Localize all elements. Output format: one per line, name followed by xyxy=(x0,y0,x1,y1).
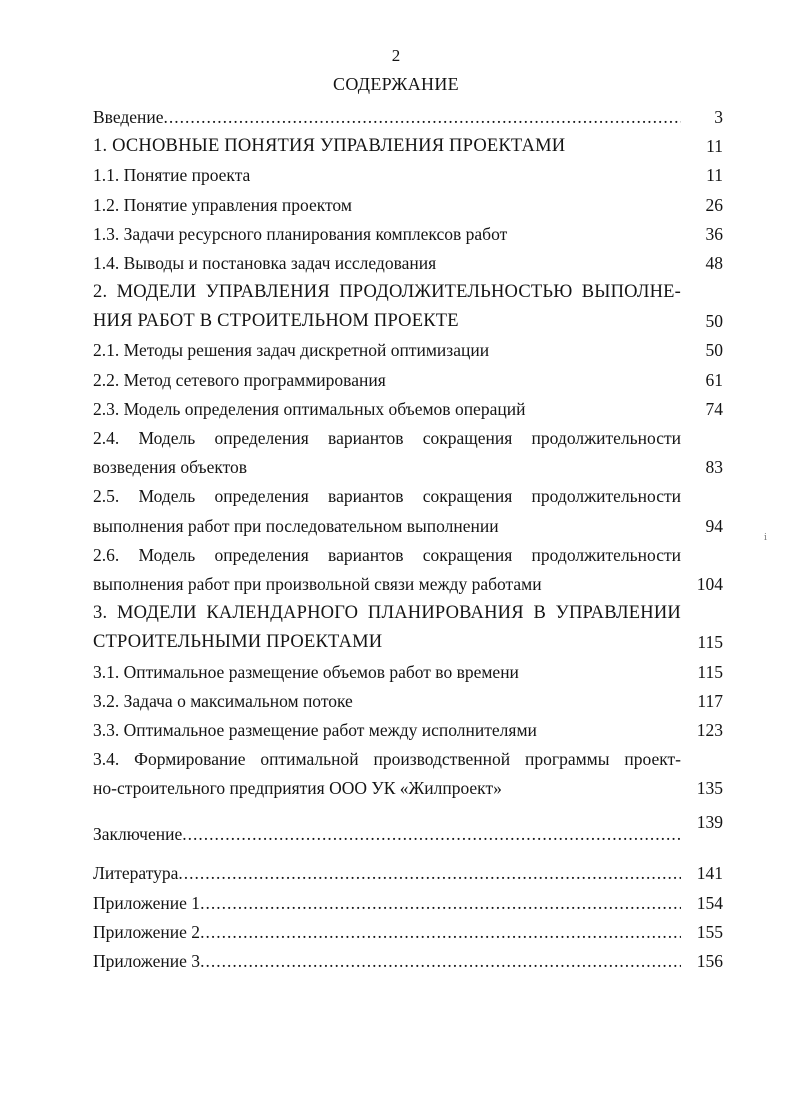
toc-chapter-2-line-2[interactable] xyxy=(93,307,723,336)
dot-leader xyxy=(178,859,681,888)
toc-entry-page: 117 xyxy=(697,690,723,711)
toc-entry-literature[interactable] xyxy=(93,860,723,889)
toc-entry-label: 2.2. Метод сетевого программирования xyxy=(93,369,386,390)
toc-entry-page: 11 xyxy=(706,165,723,186)
toc-entry-2-6-line-1[interactable] xyxy=(93,541,723,570)
toc-entry-page: 156 xyxy=(696,951,723,972)
toc-entry-appendix-2[interactable] xyxy=(93,918,723,947)
dot-leader xyxy=(164,103,681,132)
toc-entry-2-6-line-2[interactable] xyxy=(93,570,723,599)
toc-entry-label: 2.1. Методы решения задач дискретной оптимизации xyxy=(93,340,490,361)
toc-entry-label: 1.2. Понятие управления проектом xyxy=(93,194,352,215)
toc-entry-label: но-строительного предприятия ООО УК «Жилпроект» xyxy=(93,778,502,799)
toc-entry-page: 123 xyxy=(696,719,723,740)
toc-entry-label: СТРОИТЕЛЬНЫМИ ПРОЕКТАМИ xyxy=(93,632,383,653)
toc-entry-label: 3.3. Оптимальное размещение работ между исполнителями xyxy=(93,719,537,740)
toc-entry-1-1[interactable] xyxy=(93,161,723,190)
toc-entry-3-1[interactable] xyxy=(93,658,723,687)
dot-leader xyxy=(182,820,681,849)
toc-entry-2-5-line-1[interactable] xyxy=(93,482,723,511)
toc-entry-label: Заключение xyxy=(93,823,183,844)
toc-chapter-2-line-1[interactable] xyxy=(93,278,723,307)
dot-leader xyxy=(200,947,681,976)
toc-chapter-1[interactable] xyxy=(93,132,723,161)
toc-entry-2-4-line-1[interactable] xyxy=(93,424,723,453)
toc-entry-page: 115 xyxy=(697,632,723,653)
toc-entry-page: 74 xyxy=(705,398,723,419)
toc-entry-label: 3.1. Оптимальное размещение объемов работ во времени xyxy=(93,661,519,682)
toc-entry-label: Введение xyxy=(93,106,164,127)
toc-entry-3-3[interactable] xyxy=(93,716,723,745)
toc-entry-label: 2.6. Модель определения вариантов сокращения продолжительности xyxy=(93,544,681,565)
toc-entry-label: 1.3. Задачи ресурсного планирования комплексов работ xyxy=(93,223,508,244)
toc-entry-label: 2. МОДЕЛИ УПРАВЛЕНИЯ ПРОДОЛЖИТЕЛЬНОСТЬЮ ВЫПОЛНЕ- xyxy=(93,282,681,303)
toc-entry-page: 50 xyxy=(705,311,723,332)
toc-entry-label: выполнения работ при последовательном выполнении xyxy=(93,515,499,536)
toc-entry-page: 3 xyxy=(714,106,723,127)
toc-entry-label: Литература xyxy=(93,863,179,884)
toc-entry-page: 104 xyxy=(696,573,723,594)
toc-entry-label: 2.4. Модель определения вариантов сокращения продолжительности xyxy=(93,428,681,449)
toc-entry-page: 11 xyxy=(706,136,723,157)
toc-entry-conclusion[interactable] xyxy=(93,808,723,852)
toc-entry-2-2[interactable] xyxy=(93,366,723,395)
toc-entry-label: 3.4. Формирование оптимальной производственной программы проект- xyxy=(93,749,681,770)
toc-entry-label: Приложение 3 xyxy=(93,951,201,972)
toc-entry-page: 115 xyxy=(697,661,723,682)
table-of-contents xyxy=(93,103,723,976)
toc-entry-page: 36 xyxy=(705,223,723,244)
toc-entry-2-1[interactable] xyxy=(93,337,723,366)
toc-entry-1-4[interactable] xyxy=(93,249,723,278)
toc-entry-label: 3.2. Задача о максимальном потоке xyxy=(93,690,353,711)
toc-entry-page: 135 xyxy=(696,778,723,799)
toc-entry-appendix-3[interactable] xyxy=(93,947,723,976)
toc-entry-page: 50 xyxy=(705,340,723,361)
dot-leader xyxy=(200,918,681,947)
toc-entry-2-5-line-2[interactable] xyxy=(93,512,723,541)
toc-entry-label: 1.1. Понятие проекта xyxy=(93,165,251,186)
toc-entry-1-2[interactable] xyxy=(93,191,723,220)
toc-entry-intro[interactable] xyxy=(93,103,723,132)
toc-entry-page: 141 xyxy=(696,863,723,884)
scan-artifact-mark: ⅰ xyxy=(764,532,767,542)
toc-entry-2-4-line-2[interactable] xyxy=(93,453,723,482)
toc-chapter-3-line-2[interactable] xyxy=(93,628,723,657)
toc-chapter-3-line-1[interactable] xyxy=(93,599,723,628)
toc-entry-page: 154 xyxy=(696,892,723,913)
toc-entry-page: 61 xyxy=(705,369,723,390)
page-number: 2 xyxy=(391,46,401,65)
toc-entry-label: НИЯ РАБОТ В СТРОИТЕЛЬНОМ ПРОЕКТЕ xyxy=(93,311,459,332)
toc-entry-appendix-1[interactable] xyxy=(93,889,723,918)
dot-leader xyxy=(200,889,681,918)
toc-entry-label: 1. ОСНОВНЫЕ ПОНЯТИЯ УПРАВЛЕНИЯ ПРОЕКТАМИ xyxy=(93,136,566,157)
toc-entry-label: возведения объектов xyxy=(93,457,248,478)
toc-entry-page: 155 xyxy=(696,921,723,942)
toc-entry-label: 1.4. Выводы и постановка задач исследования xyxy=(93,252,437,273)
toc-entry-label: Приложение 1 xyxy=(93,892,201,913)
toc-entry-page: 48 xyxy=(705,252,723,273)
toc-entry-page: 139 xyxy=(696,811,723,832)
toc-entry-label: 3. МОДЕЛИ КАЛЕНДАРНОГО ПЛАНИРОВАНИЯ В УПРАВЛЕНИИ xyxy=(93,603,681,624)
toc-entry-page: 94 xyxy=(705,515,723,536)
toc-entry-label: выполнения работ при произвольной связи между работами xyxy=(93,573,542,594)
toc-entry-page: 83 xyxy=(705,457,723,478)
toc-entry-label: Приложение 2 xyxy=(93,921,201,942)
toc-entry-label: 2.3. Модель определения оптимальных объемов операций xyxy=(93,398,526,419)
toc-entry-page: 26 xyxy=(705,194,723,215)
toc-entry-1-3[interactable] xyxy=(93,220,723,249)
toc-entry-label: 2.5. Модель определения вариантов сокращения продолжительности xyxy=(93,486,681,507)
toc-entry-3-4-line-1[interactable] xyxy=(93,745,723,774)
toc-entry-3-2[interactable] xyxy=(93,687,723,716)
page-title: СОДЕРЖАНИЕ xyxy=(333,74,459,94)
toc-entry-3-4-line-2[interactable] xyxy=(93,774,723,803)
toc-entry-2-3[interactable] xyxy=(93,395,723,424)
